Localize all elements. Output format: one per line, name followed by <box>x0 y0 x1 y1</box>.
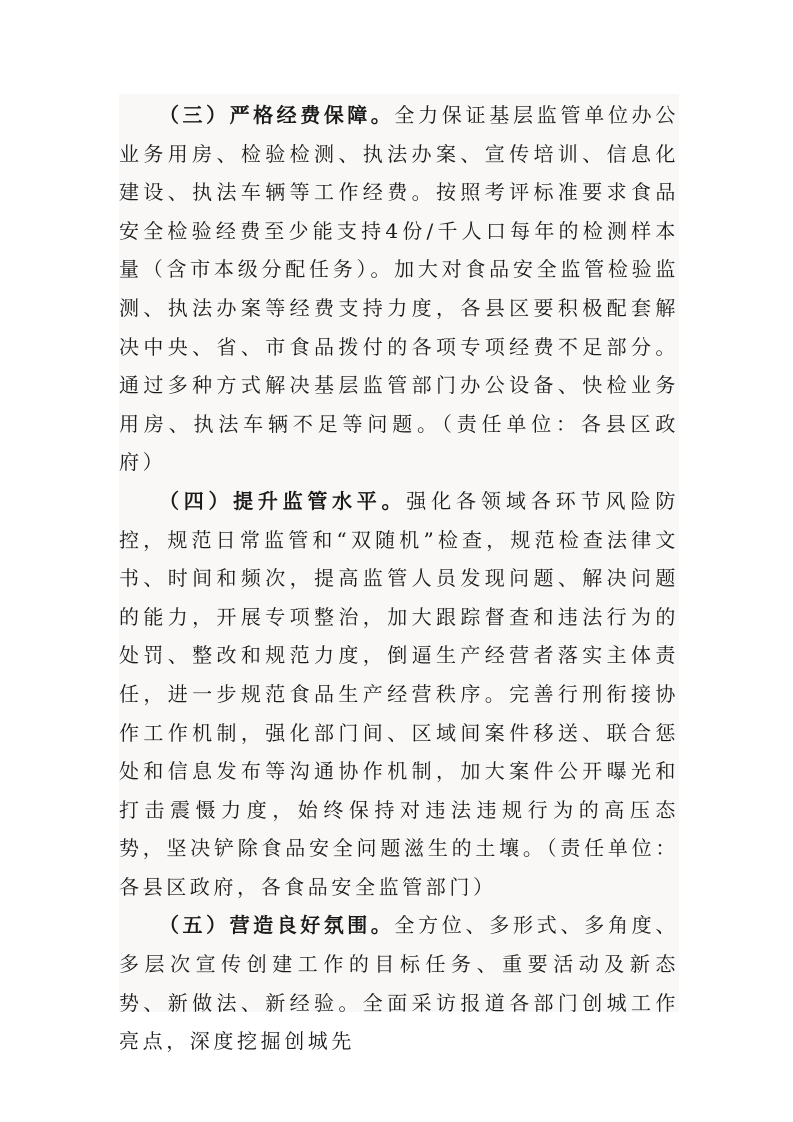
paragraph-heading-supervision: （四）提升监管水平。 <box>159 488 407 513</box>
document-body <box>119 94 680 1054</box>
paragraph-funding <box>119 96 679 482</box>
paragraph-atmosphere <box>119 906 679 1060</box>
paragraph-heading-funding: （三）严格经费保障。 <box>159 103 395 127</box>
paragraph-body-supervision: 强化各领域各环节风险防控，规范日常监管和“双随机”检查，规范检查法律文书、时间和频次，提高监管人员发现问题、解决问题的能力，开展专项整治，加大跟踪督查和违法行为的处罚、整改和规范力度，倒逼生产经营者落实主体责任，进一步规范食品生产经营秩序。完善行刑衔接协作工作机制，强化部门间、区域间案件移送、联合惩处和信息发布等沟通协作机制，加大案件公开曝光和打击震慑力度，始终保持对违法违规行为的高压态势，坚决铲除食品安全问题滋生的土壤。（责任单位：各县区政府，各食品安全监管部门） <box>119 488 679 899</box>
paragraph-body-atmosphere: 全方位、多形式、多角度、多层次宣传创建工作的目标任务、重要活动及新态势、新做法、新经验。全面采访报道各部门创城工作亮点，深度挖掘创城先 <box>119 913 680 1054</box>
paragraph-body-funding: 全力保证基层监管单位办公业务用房、检验检测、执法办案、宣传培训、信息化建设、执法车辆等工作经费。按照考评标准要求食品安全检验经费至少能支持4份/千人口每年的检测样本量（含市本级分配任务）。加大对食品安全监管检验监测、执法办案等经费支持力度，各县区要积极配套解决中央、省、市食品拨付的各项专项经费不足部分。通过多种方式解决基层监管部门办公设备、快检业务用房、执法车辆不足等问题。（责任单位：各县区政府） <box>119 103 680 475</box>
paragraph-heading-atmosphere: （五）营造良好氛围。 <box>159 913 395 938</box>
paragraph-supervision <box>119 482 679 907</box>
